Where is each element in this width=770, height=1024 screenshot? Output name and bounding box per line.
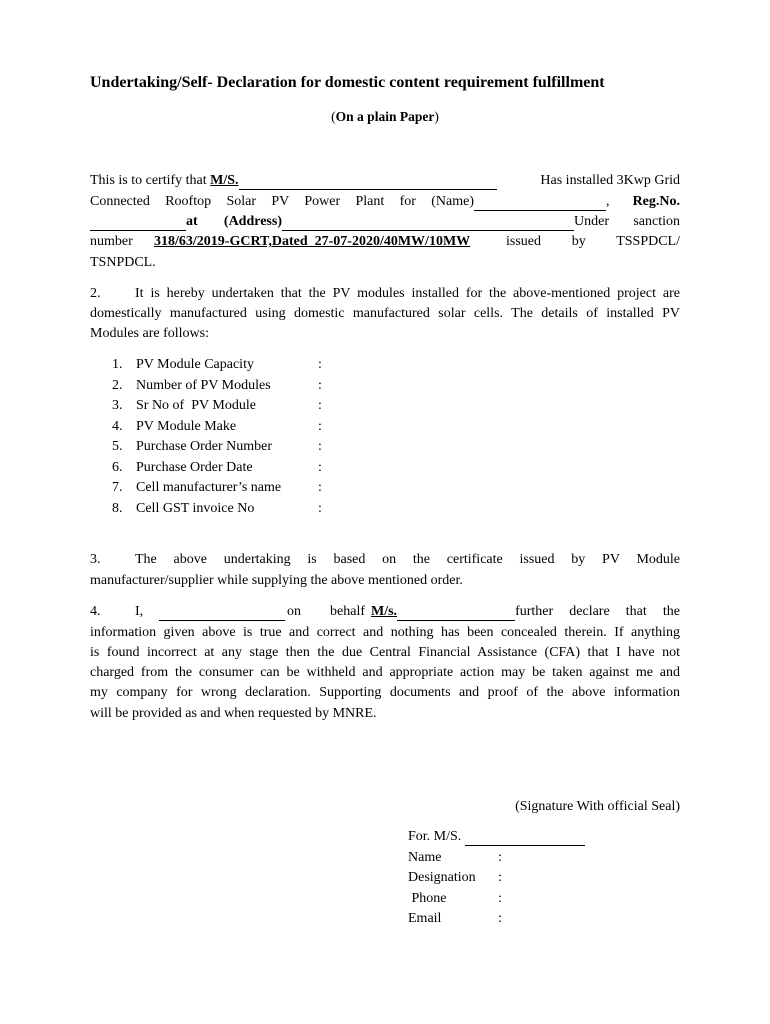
item-colon: : [318, 418, 322, 434]
address-blank[interactable] [282, 216, 574, 231]
reg-no-label: Reg.No. [632, 194, 680, 209]
para1-comma: , [606, 194, 610, 209]
subtitle-open-paren: ( [331, 109, 336, 124]
signature-field-row [408, 911, 585, 932]
declarant-name-blank[interactable] [159, 606, 285, 621]
item-colon: : [318, 439, 322, 454]
para1-line5: TSNPDCL. [90, 255, 156, 270]
para1-installed: Has installed 3Kwp Grid [540, 173, 680, 188]
item-label: Purchase Order Date [136, 459, 253, 475]
sanction-reference: 318/63/2019-GCRT,Dated 27-07-2020/40MW/10MW [154, 234, 471, 249]
item-number: 1. [112, 357, 123, 372]
para4-text-2: information given above is true and correct and nothing has been concealed therein. If anything [90, 625, 680, 640]
list-item [112, 480, 322, 501]
item-label: Number of PV Modules [136, 377, 271, 393]
item-number: 6. [112, 459, 123, 475]
item-number: 7. [112, 480, 123, 495]
para4-ms-label: M/s. [371, 604, 398, 619]
para4-on-behalf: on behalf [287, 604, 365, 619]
item-label: Cell GST invoice No [136, 500, 255, 516]
item-colon: : [318, 377, 322, 393]
list-item [112, 501, 322, 522]
item-colon: : [318, 357, 322, 372]
address-label: at (Address) [186, 214, 282, 229]
para4-text-4: charged from the consumer can be withheld and appropriate action may be taken against me and [90, 665, 680, 680]
item-number: 5. [112, 439, 123, 454]
signature-field-label: Phone [408, 890, 447, 906]
subtitle-close-paren: ) [434, 109, 439, 124]
para2-text-3: Modules are follows: [90, 326, 209, 341]
signature-field-colon: : [498, 890, 502, 906]
para4-i: I, [135, 604, 144, 619]
para1-line1 [90, 173, 680, 190]
item-colon: : [318, 398, 322, 413]
para1-issued-by: issued by TSSPDCL/ [506, 234, 680, 249]
list-item [112, 357, 322, 378]
para2-number: 2. [90, 286, 101, 301]
for-ms-blank[interactable] [465, 831, 585, 846]
signature-field-colon: : [498, 849, 502, 865]
item-number: 8. [112, 500, 123, 516]
para1-under-sanction: Under sanction [574, 214, 680, 229]
para3-number: 3. [90, 552, 101, 567]
signature-field-label: Name [408, 849, 442, 865]
para3-line1 [90, 552, 680, 568]
signature-field-colon: : [498, 870, 502, 885]
signature-field-row [408, 850, 585, 871]
para4-text-6: will be provided as and when requested by MNRE. [90, 706, 377, 721]
signature-field-row [408, 870, 585, 891]
para4-text-3: is found incorrect at any stage then the due Central Financial Assistance (CFA) that I have not [90, 645, 680, 660]
reg-no-blank[interactable] [90, 216, 186, 231]
list-item [112, 419, 322, 440]
item-label: Sr No of PV Module [136, 398, 256, 413]
para2-text-2: domestically manufactured using domestic manufactured solar cells. The details of installed PV [90, 306, 680, 321]
para1-line4 [90, 234, 680, 250]
para2-text-1: It is hereby undertaken that the PV modules installed for the above-mentioned project are [135, 286, 680, 301]
list-item [112, 378, 322, 399]
para1-line3 [90, 214, 680, 231]
module-details-list [112, 357, 322, 521]
para4-number: 4. [90, 604, 101, 619]
para3-text-1: The above undertaking is based on the certificate issued by PV Module [135, 552, 680, 567]
para2-line1 [90, 286, 680, 302]
item-number: 3. [112, 398, 123, 413]
para3-text-2: manufacturer/supplier while supplying the above mentioned order. [90, 573, 463, 588]
name-blank[interactable] [474, 196, 606, 211]
item-colon: : [318, 500, 322, 516]
para1-connected: Connected Rooftop Solar PV Power Plant for (Name) [90, 194, 474, 209]
company-blank[interactable] [397, 606, 515, 621]
signature-field-colon: : [498, 911, 502, 926]
item-colon: : [318, 480, 322, 495]
list-item [112, 398, 322, 419]
item-number: 4. [112, 418, 123, 434]
item-number: 2. [112, 377, 123, 393]
para4-line1 [90, 604, 680, 621]
para4-text-5: my company for wrong declaration. Supporting documents and proof of the above information [90, 685, 680, 700]
document-title: Undertaking/Self- Declaration for domestic content requirement fulfillment [90, 74, 605, 91]
item-label: Cell manufacturer’s name [136, 480, 282, 495]
signature-field-label: Designation [408, 870, 476, 885]
signature-block [408, 829, 585, 932]
for-ms-label: For. M/S. [408, 829, 462, 844]
list-item [112, 439, 322, 460]
para1-intro: This is to certify that [90, 173, 211, 188]
item-label: PV Module Make [136, 418, 237, 434]
list-item [112, 460, 322, 481]
document-subtitle [0, 109, 770, 125]
item-label: Purchase Order Number [136, 439, 273, 454]
signature-field-row [408, 891, 585, 912]
company-name-blank[interactable] [239, 175, 497, 190]
subtitle-text: On a plain Paper [335, 109, 435, 124]
item-label: PV Module Capacity [136, 357, 254, 372]
signature-field-label: Email [408, 911, 442, 926]
para1-line2 [90, 194, 680, 211]
para1-number: number [90, 234, 133, 249]
item-colon: : [318, 459, 322, 475]
ms-label: M/S. [210, 173, 239, 188]
para4-further-declare: further declare that the [515, 604, 680, 619]
for-ms-row [408, 829, 585, 850]
signature-title: (Signature With official Seal) [515, 799, 680, 814]
